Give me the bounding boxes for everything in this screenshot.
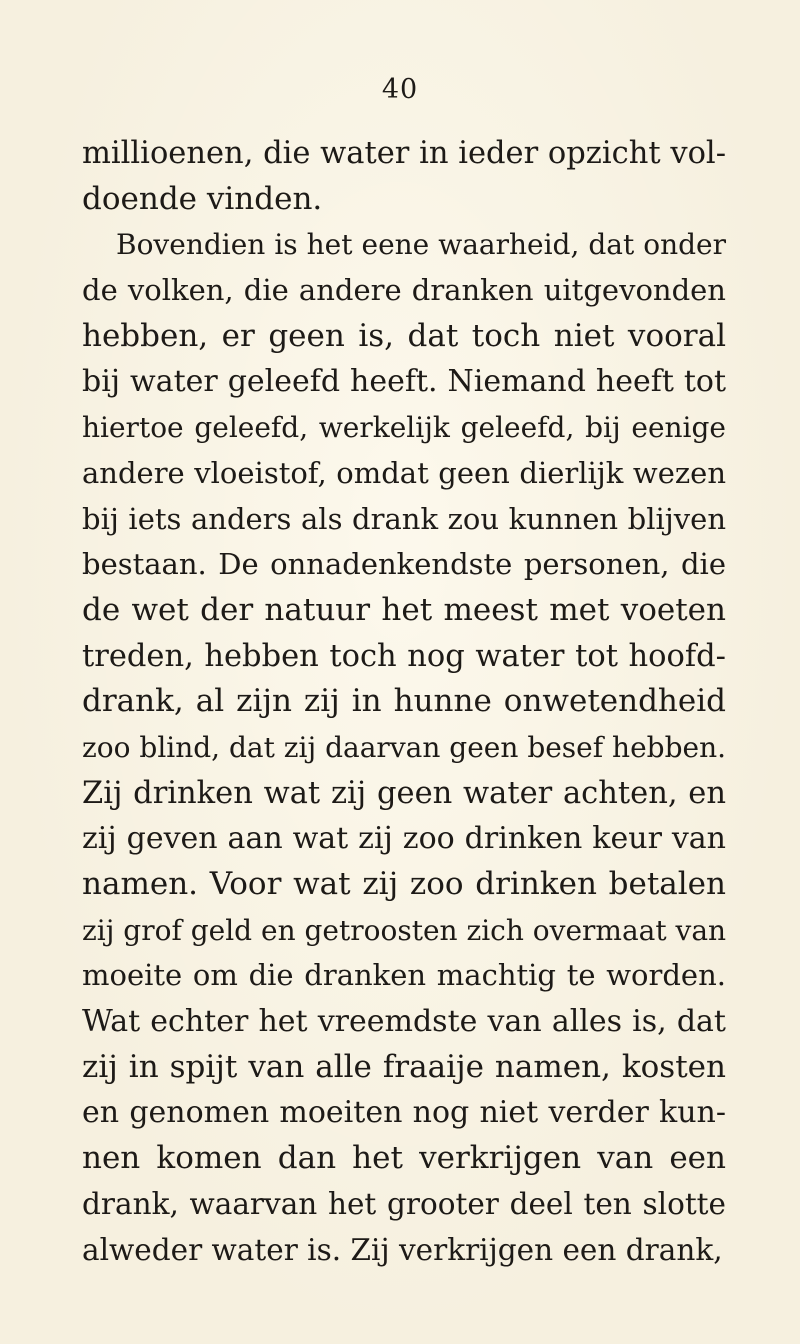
text-line: de volken, die andere dranken uitgevonden <box>82 273 726 308</box>
text-line: en genomen moeiten nog niet verder kun- <box>82 1095 726 1131</box>
text-line: hebben, er geen is, dat toch niet vooral <box>82 317 726 354</box>
text-line: bij iets anders als drank zou kunnen blijven <box>82 501 726 536</box>
text-line: bij water geleefd heeft. Niemand heeft tot <box>82 364 726 400</box>
text-line: bestaan. De onnadenkendste personen, die <box>82 547 726 582</box>
text-line: Zij drinken wat zij geen water achten, en <box>82 775 726 811</box>
text-line: Bovendien is het eene waarheid, dat onder <box>116 228 726 262</box>
text-line: zij geven aan wat zij zoo drinken keur van <box>82 821 726 857</box>
text-line: zij in spijt van alle fraaije namen, kosten <box>82 1048 726 1085</box>
text-line: namen. Voor wat zij zoo drinken betalen <box>82 866 726 902</box>
text-line: moeite om die dranken machtig te worden. <box>82 958 726 993</box>
text-line: drank, al zijn zij in hunne onwetendheid <box>82 683 726 720</box>
text-line: alweder water is. Zij verkrijgen een drank, <box>82 1232 723 1267</box>
text-line: nen komen dan het verkrijgen van een <box>82 1140 726 1177</box>
text-line: treden, hebben toch nog water tot hoofd- <box>82 638 726 674</box>
text-line: drank, waarvan het grooter deel ten slotte <box>82 1186 726 1221</box>
text-line: andere vloeistof, omdat geen dierlijk wezen <box>82 455 726 490</box>
body-text <box>82 131 726 1273</box>
text-line: de wet der natuur het meest met voeten <box>82 591 726 628</box>
text-line: hiertoe geleefd, werkelijk geleefd, bij eenige <box>82 411 726 445</box>
text-line: doende vinden. <box>82 180 323 217</box>
page-number: 40 <box>381 74 419 105</box>
text-line: zij grof geld en getroosten zich overmaat van <box>82 913 727 947</box>
text-line: Wat echter het vreemdste van alles is, dat <box>82 1004 726 1040</box>
text-line: millioenen, die water in ieder opzicht vol- <box>82 136 726 171</box>
text-line: zoo blind, dat zij daarvan geen besef hebben. <box>82 730 726 764</box>
